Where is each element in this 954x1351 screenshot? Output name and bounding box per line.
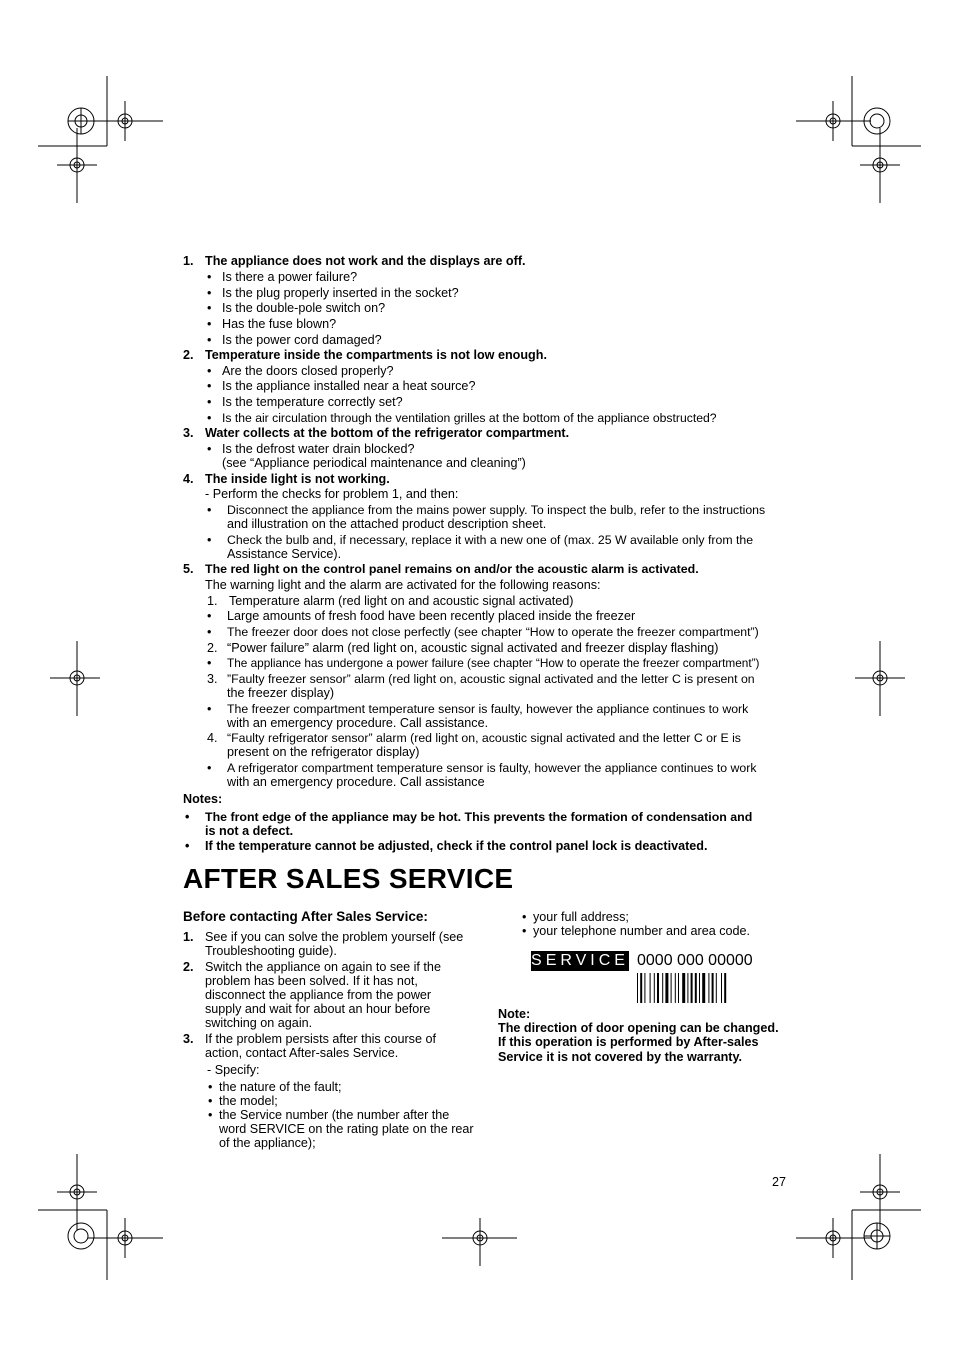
- alarm-reason: with an emergency procedure. Call assistance.: [227, 716, 489, 730]
- alarm-type: present on the refrigerator display): [227, 745, 420, 759]
- bullet: •: [207, 317, 212, 331]
- check-item: Is the air circulation through the ventilation grilles at the bottom of the appliance obstructed?: [222, 411, 717, 425]
- check-item: Is the power cord damaged?: [222, 333, 382, 347]
- step-text: Troubleshooting guide).: [205, 944, 337, 958]
- bullet: •: [185, 839, 190, 853]
- note-text: If the temperature cannot be adjusted, check if the control panel lock is deactivated.: [205, 839, 708, 853]
- bullet: •: [207, 702, 212, 716]
- alarm-type: “Faulty refrigerator sensor” alarm (red light on, acoustic signal activated and the letter C or E is: [227, 731, 741, 745]
- section-title: AFTER SALES SERVICE: [183, 863, 514, 894]
- bullet: •: [207, 609, 212, 623]
- step-text: supply and wait for about an hour before: [205, 1002, 431, 1016]
- problem-number: 2.: [183, 348, 194, 362]
- problem-number: 1.: [183, 254, 194, 268]
- step-text: See if you can solve the problem yourself (see: [205, 930, 464, 944]
- bullet: •: [207, 442, 212, 456]
- bullet: •: [207, 395, 212, 409]
- step-number: 1.: [183, 930, 194, 944]
- problem-heading: The red light on the control panel remains on and/or the acoustic alarm is activated.: [205, 562, 699, 576]
- crop-mark-top-right: [852, 76, 921, 146]
- note-text: Service it is not covered by the warranty.: [498, 1050, 743, 1064]
- sub-number: 1.: [207, 594, 218, 608]
- note-label: Note:: [498, 1007, 531, 1021]
- crosshair-icon: [57, 1154, 97, 1230]
- note-text: is not a defect.: [205, 824, 294, 838]
- check-item: Is the defrost water drain blocked?: [222, 442, 415, 456]
- crosshair-icon: [57, 128, 97, 203]
- alarm-type: “Power failure” alarm (red light on, acoustic signal activated and freezer display flashing): [227, 641, 719, 655]
- sub-number: 4.: [207, 731, 218, 745]
- specify-item: your full address;: [533, 910, 629, 924]
- bullet: •: [185, 810, 190, 824]
- bullet: •: [207, 503, 212, 517]
- note-text: The front edge of the appliance may be hot. This prevents the formation of condensation and: [205, 810, 753, 824]
- crosshair-icon: [860, 128, 900, 203]
- bullet: •: [207, 364, 212, 378]
- problem-heading: Water collects at the bottom of the refrigerator compartment.: [205, 426, 570, 440]
- color-target-icon: [68, 1223, 94, 1249]
- color-target-icon: [864, 1223, 890, 1249]
- check-item: Is there a power failure?: [222, 270, 358, 284]
- specify-label: - Specify:: [207, 1063, 260, 1077]
- crop-mark-bottom-left: [38, 1210, 107, 1280]
- bullet: •: [207, 270, 212, 284]
- specify-item: your telephone number and area code.: [533, 924, 751, 938]
- step-number: 3.: [183, 1032, 194, 1046]
- check-item: Is the appliance installed near a heat source?: [222, 379, 476, 393]
- check-item: Is the plug properly inserted in the socket?: [222, 286, 459, 300]
- instruction-text: Disconnect the appliance from the mains power supply. To inspect the bulb, refer to the instructions: [227, 503, 766, 517]
- alarm-type: Temperature alarm (red light on and acoustic signal activated): [229, 594, 574, 608]
- bullet: •: [207, 411, 212, 425]
- alarm-type: ”Faulty freezer sensor” alarm (red light on, acoustic signal activated and the letter C is present on: [227, 672, 755, 686]
- crosshair-icon: [796, 101, 871, 141]
- instruction-text: Assistance Service).: [227, 547, 342, 561]
- color-target-icon: [68, 108, 94, 134]
- barcode-icon: [637, 973, 755, 1003]
- check-item: Is the double-pole switch on?: [222, 301, 386, 315]
- crosshair-icon: [88, 1218, 163, 1258]
- problem-number: 3.: [183, 426, 194, 440]
- instruction-text: The warning light and the alarm are activated for the following reasons:: [205, 578, 601, 592]
- alarm-type: the freezer display): [227, 686, 335, 700]
- crosshair-icon: [855, 641, 905, 716]
- notes-label: Notes:: [183, 792, 223, 806]
- alarm-reason: The appliance has undergone a power failure (see chapter “How to operate the freezer compartment”): [227, 656, 760, 670]
- instruction-text: and illustration on the attached product description sheet.: [227, 517, 547, 531]
- problem-number: 4.: [183, 472, 194, 486]
- check-item: Are the doors closed properly?: [222, 364, 394, 378]
- bullet: •: [208, 1080, 213, 1094]
- bullet: •: [207, 286, 212, 300]
- section-subtitle: Before contacting After Sales Service:: [183, 909, 428, 924]
- alarm-reason: Large amounts of fresh food have been recently placed inside the freezer: [227, 609, 636, 623]
- specify-item: the Service number (the number after the: [219, 1108, 450, 1122]
- specify-item: word SERVICE on the rating plate on the rear: [219, 1122, 474, 1136]
- alarm-reason: A refrigerator compartment temperature sensor is faulty, however the appliance continues to work: [227, 761, 757, 775]
- service-label: SERVICE: [531, 952, 629, 969]
- problem-heading: Temperature inside the compartments is not low enough.: [205, 348, 547, 362]
- check-item-note: (see “Appliance periodical maintenance and cleaning”): [222, 456, 526, 470]
- bullet: •: [522, 924, 527, 938]
- instruction-text: Check the bulb and, if necessary, replace it with a new one of (max. 25 W available only from the: [227, 533, 754, 547]
- step-text: disconnect the appliance from the power: [205, 988, 432, 1002]
- crosshair-icon: [88, 101, 163, 141]
- bullet: •: [208, 1108, 213, 1122]
- problem-heading: The appliance does not work and the displays are off.: [205, 254, 526, 268]
- crosshair-icon: [796, 1218, 871, 1258]
- page-number: 27: [772, 1175, 787, 1189]
- crosshair-icon: [860, 1154, 900, 1230]
- service-number: 0000 000 00000: [637, 952, 753, 969]
- check-item: Is the temperature correctly set?: [222, 395, 403, 409]
- step-text: problem has been solved. If it has not,: [205, 974, 418, 988]
- bullet: •: [207, 761, 212, 775]
- bullet: •: [522, 910, 527, 924]
- bullet: •: [207, 533, 212, 547]
- problem-number: 5.: [183, 562, 194, 576]
- bullet: •: [207, 301, 212, 315]
- specify-item: the nature of the fault;: [219, 1080, 342, 1094]
- bullet: •: [207, 625, 212, 639]
- step-text: Switch the appliance on again to see if the: [205, 960, 441, 974]
- sub-number: 3.: [207, 672, 218, 686]
- crosshair-icon: [442, 1218, 517, 1266]
- step-number: 2.: [183, 960, 194, 974]
- instruction-text: - Perform the checks for problem 1, and then:: [205, 487, 459, 501]
- specify-item: the model;: [219, 1094, 278, 1108]
- bullet: •: [207, 379, 212, 393]
- bullet: •: [208, 1094, 213, 1108]
- step-text: action, contact After-sales Service.: [205, 1046, 399, 1060]
- crosshair-icon: [50, 641, 100, 716]
- note-text: If this operation is performed by After-sales: [498, 1035, 759, 1049]
- alarm-reason: with an emergency procedure. Call assistance: [227, 775, 485, 789]
- step-text: switching on again.: [205, 1016, 313, 1030]
- note-text: The direction of door opening can be changed.: [498, 1021, 779, 1035]
- check-item: Has the fuse blown?: [222, 317, 337, 331]
- specify-item: of the appliance);: [219, 1136, 316, 1150]
- bullet: •: [207, 333, 212, 347]
- problem-heading: The inside light is not working.: [205, 472, 390, 486]
- bullet: •: [207, 656, 212, 670]
- sub-number: 2.: [207, 641, 218, 655]
- alarm-reason: The freezer compartment temperature sensor is faulty, however the appliance continues to work: [227, 702, 749, 716]
- step-text: If the problem persists after this course of: [205, 1032, 436, 1046]
- alarm-reason: The freezer door does not close perfectly (see chapter “How to operate the freezer compartment”): [227, 625, 759, 639]
